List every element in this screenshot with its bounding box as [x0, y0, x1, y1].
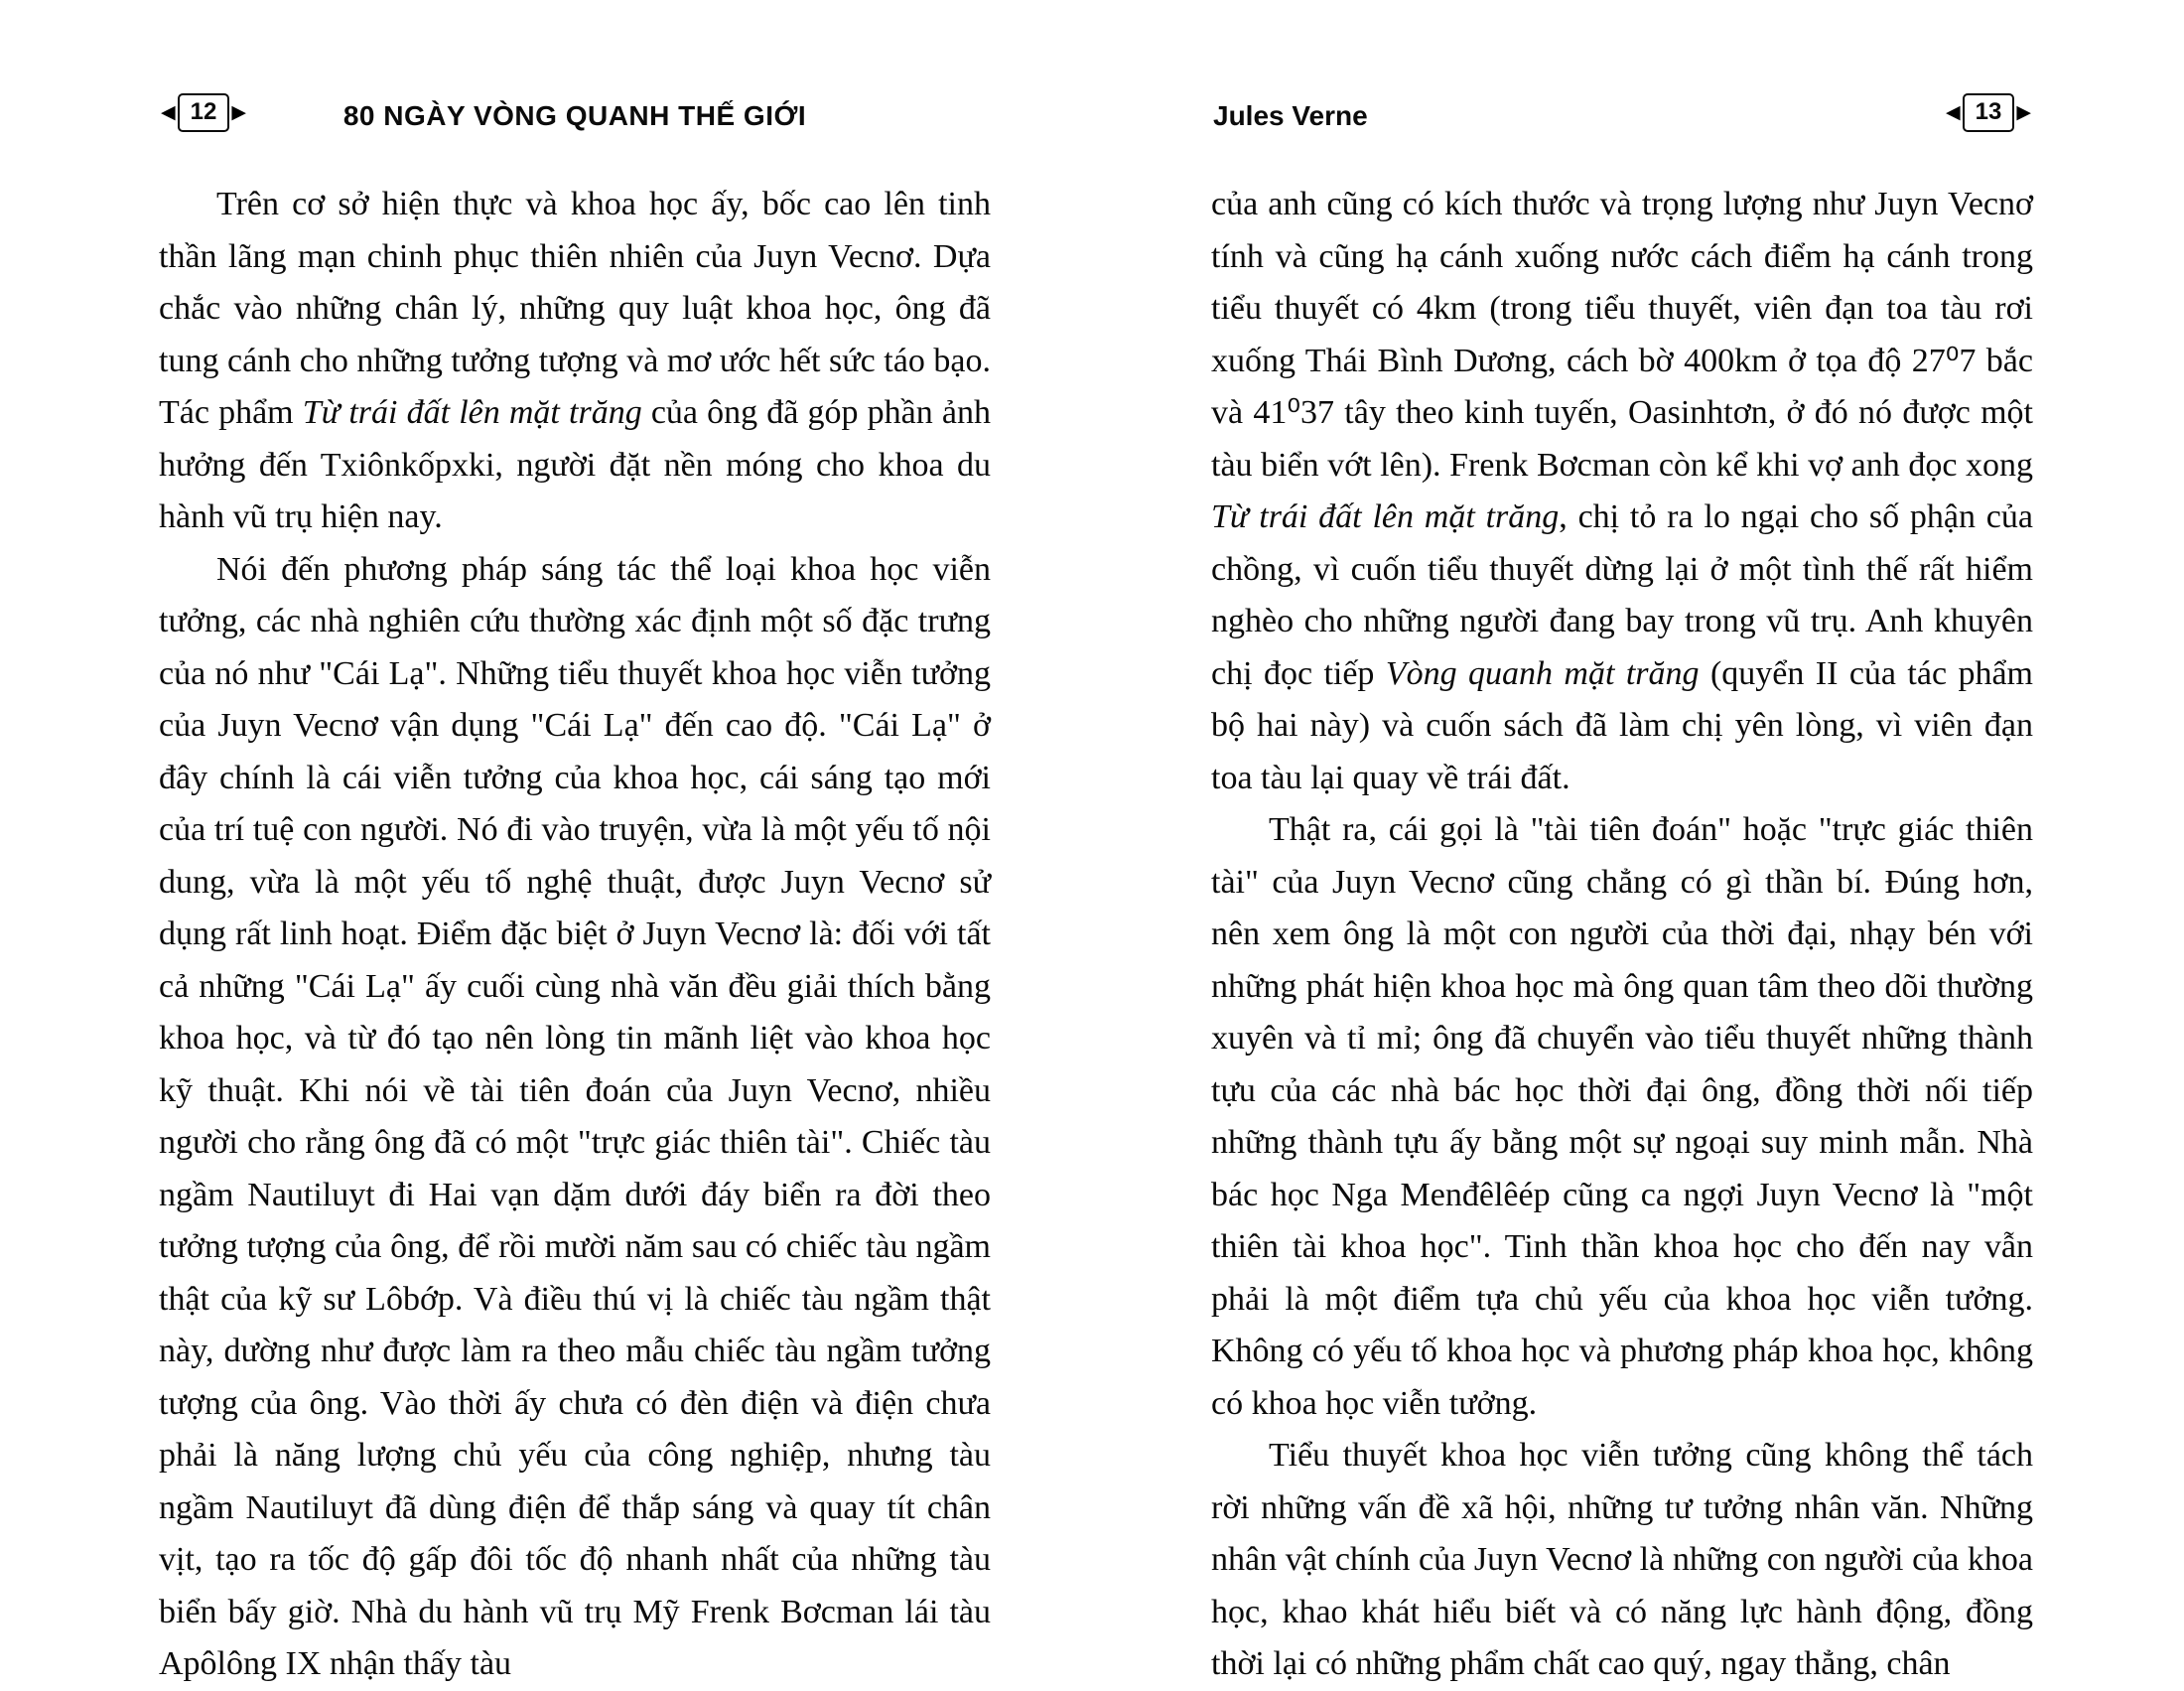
paragraph — [1211, 1430, 2033, 1691]
prev-page-icon: ◀ — [161, 101, 176, 123]
page-number-left: 12 — [178, 93, 230, 132]
book-title-italic: Từ trái đất lên mặt trăng — [302, 394, 642, 431]
page-right-header — [1211, 93, 2033, 139]
page-left-header — [159, 93, 991, 139]
text-run: , chị tỏ ra lo ngại cho số phận của chồng, vì cuốn tiểu thuyết dừng lại ở một tình thế rất hiểm nghèo cho những người đang bay trong vũ trụ. Anh khuyên chị đọc tiếp — [1211, 498, 2033, 692]
text-run: Nói đến phương pháp sáng tác thể loại khoa học viễn tưởng, các nhà nghiên cứu thường xác định một số đặc trưng của nó như "Cái Lạ". Những tiểu thuyết khoa học viễn tưởng của Juyn Vecnơ vận dụng "Cái Lạ" đến cao độ. "Cái Lạ" ở đây chính là cái viễn tưởng của khoa học, cái sáng tạo mới của trí tuệ con người. Nó đi vào truyện, vừa là một yếu tố nội dung, vừa là một yếu tố nghệ thuật, được Juyn Vecnơ sử dụng rất linh hoạt. Điểm đặc biệt ở Juyn Vecnơ là: đối với tất cả những "Cái Lạ" ấy cuối cùng nhà văn đều giải thích bằng khoa học, và từ đó tạo nên lòng tin mãnh liệt vào khoa học kỹ thuật. Khi nói về tài tiên đoán của Juyn Vecnơ, nhiều người cho rằng ông đã có một "trực giác thiên tài". Chiếc tàu ngầm Nautiluyt đi Hai vạn dặm dưới đáy biển ra đời theo tưởng tượng của ông, để rồi mười năm sau có chiếc tàu ngầm thật của kỹ sư Lôbớp. Và điều thú vị là chiếc tàu ngầm thật này, dường như được làm ra theo mẫu chiếc tàu ngầm tưởng tượng của ông. Vào thời ấy chưa có đèn điện và điện chưa phải là năng lượng chủ yếu của công nghiệp, nhưng tàu ngầm Nautiluyt đã dùng điện để thắp sáng và quay tít chân vịt, tạo ra tốc độ gấp đôi tốc độ nhanh nhất của những tàu biển bấy giờ. Nhà du hành vũ trụ Mỹ Frenk Bơcman lái tàu Apôlông IX nhận thấy tàu — [159, 550, 991, 1682]
page-right — [1211, 0, 2033, 1688]
text-run: Trên cơ sở hiện thực và khoa học ấy, bốc cao lên tinh thần lãng mạn chinh phục thiên nhiên của Juyn Vecnơ. Dựa chắc vào những chân lý, những quy luật khoa học, ông đã tung cánh cho những tưởng tượng và mơ ước hết sức táo bạo. Tác phẩm — [159, 186, 991, 431]
book-title-italic: Vòng quanh mặt trăng — [1385, 654, 1700, 692]
running-head-book-title: 80 NGÀY VÒNG QUANH THẾ GIỚI — [342, 100, 807, 131]
paragraph — [159, 544, 991, 1691]
text-run: (quyển II của tác phẩm bộ hai này) và cuốn sách đã làm chị yên lòng, vì viên đạn toa tàu lại quay về trái đất. — [1211, 654, 2033, 796]
running-head-author: Jules Verne — [1213, 100, 1368, 131]
next-page-icon: ▶ — [2016, 101, 2031, 123]
paragraph — [1211, 804, 2033, 1430]
page-left — [159, 0, 991, 1688]
left-page-body — [159, 179, 991, 1691]
text-run: Thật ra, cái gọi là "tài tiên đoán" hoặc "trực giác thiên tài" của Juyn Vecnơ cũng chẳng có gì thần bí. Đúng hơn, nên xem ông là một con người của thời đại, nhạy bén với những phát hiện khoa học mà ông quan tâm theo dõi thường xuyên và tỉ mỉ; ông đã chuyển vào tiểu thuyết những thành tựu của các nhà bác học thời đại ông, đồng thời nối tiếp những thành tựu ấy bằng một sự ngoại suy minh mẫn. Nhà bác học Nga Menđêlêép cũng ca ngợi Juyn Vecnơ là "một thiên tài khoa học". Tinh thần khoa học cho đến nay vẫn phải là một điểm tựa chủ yếu của khoa học viễn tưởng. Không có yếu tố khoa học và phương pháp khoa học, không có khoa học viễn tưởng. — [1211, 811, 2033, 1422]
text-run: của anh cũng có kích thước và trọng lượng như Juyn Vecnơ tính và cũng hạ cánh xuống nước cách điểm hạ cánh trong tiểu thuyết có 4km (trong tiểu thuyết, viên đạn toa tàu rơi xuống Thái Bình Dương, cách bờ 400km ở tọa độ 27⁰7 bắc và 41⁰37 tây theo kinh tuyến, Oasinhtơn, ở đó nó được một tàu biển vớt lên). Frenk Bơcman còn kể khi vợ anh đọc xong — [1211, 186, 2033, 484]
right-page-body — [1211, 179, 2033, 1691]
paragraph — [159, 179, 991, 544]
paragraph — [1211, 179, 2033, 804]
page-marker-right — [1944, 93, 2033, 132]
text-run: của ông đã góp phần ảnh hưởng đến Txiônkốpxki, người đặt nền móng cho khoa du hành vũ trụ hiện nay. — [159, 394, 991, 535]
prev-page-icon: ◀ — [1946, 101, 1961, 123]
text-run: Tiểu thuyết khoa học viễn tưởng cũng không thể tách rời những vấn đề xã hội, những tư tưởng nhân văn. Những nhân vật chính của Juyn Vecnơ là những con người của khoa học, khao khát hiểu biết và có năng lực hành động, đồng thời lại có những phẩm chất cao quý, ngay thẳng, chân — [1211, 1437, 2033, 1682]
next-page-icon: ▶ — [231, 101, 246, 123]
page-marker-left — [159, 93, 248, 132]
book-title-italic: Từ trái đất lên mặt trăng — [1211, 498, 1560, 535]
page-number-right: 13 — [1963, 93, 2015, 132]
